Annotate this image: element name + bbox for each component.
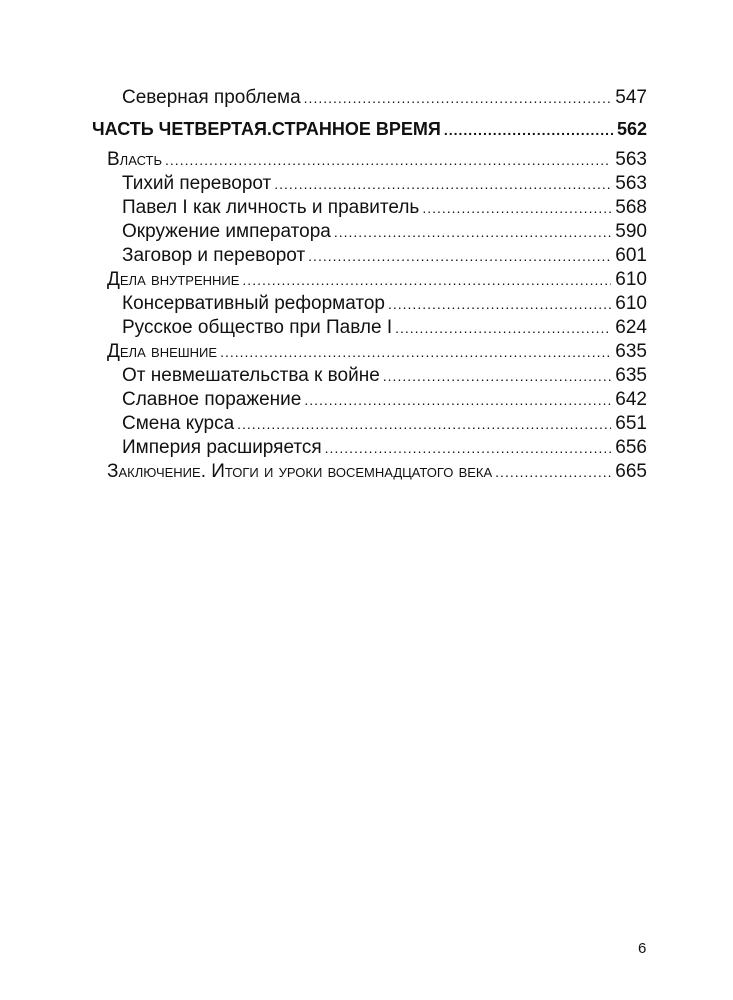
toc-entry[interactable] <box>0 388 733 412</box>
toc-entry[interactable] <box>0 364 733 388</box>
toc-entry-page: 568 <box>615 197 647 218</box>
dot-leader <box>334 220 611 244</box>
toc-entry-page: 563 <box>615 173 647 194</box>
toc-entry-title: Окружение императора <box>122 221 331 242</box>
toc-entry-title: Славное поражение <box>122 389 302 410</box>
toc-entry-title: Заключение. Итоги и уроки восемнадцатого века <box>107 461 493 482</box>
dot-leader <box>242 268 611 292</box>
toc-entry-title: Заговор и переворот <box>122 245 306 266</box>
toc-entry-page: 610 <box>615 293 647 314</box>
toc-entry-title: Власть <box>107 149 163 170</box>
toc-section[interactable] <box>0 460 733 484</box>
toc-entry-title: Северная проблема <box>122 87 301 108</box>
dot-leader <box>274 172 611 196</box>
dot-leader <box>422 196 611 220</box>
dot-leader <box>388 292 611 316</box>
toc-entry-page: 665 <box>615 461 647 482</box>
toc-entry[interactable] <box>0 86 733 110</box>
dot-leader <box>495 460 611 484</box>
dot-leader <box>308 244 611 268</box>
dot-leader <box>444 113 613 147</box>
toc-entry[interactable] <box>0 412 733 436</box>
dot-leader <box>325 436 612 460</box>
toc-entry-title: Павел I как личность и правитель <box>122 197 420 218</box>
toc-entry[interactable] <box>0 436 733 460</box>
toc-entry-title: Дела внутренние <box>107 269 240 290</box>
dot-leader <box>383 364 612 388</box>
toc-entry[interactable] <box>0 196 733 220</box>
table-of-contents <box>0 86 733 484</box>
toc-entry[interactable] <box>0 244 733 268</box>
dot-leader <box>237 412 611 436</box>
toc-entry-page: 656 <box>615 437 647 458</box>
toc-section[interactable] <box>0 340 733 364</box>
toc-entry-page: 642 <box>615 389 647 410</box>
toc-entry-page: 601 <box>615 245 647 266</box>
toc-entry-title: ЧАСТЬ ЧЕТВЕРТАЯ.СТРАННОЕ ВРЕМЯ <box>92 119 441 139</box>
toc-entry-page: 635 <box>615 341 647 362</box>
toc-section[interactable] <box>0 268 733 292</box>
toc-entry-title: Тихий переворот <box>122 173 272 194</box>
toc-entry-page: 562 <box>616 119 647 139</box>
toc-entry-page: 590 <box>615 221 647 242</box>
toc-entry[interactable] <box>0 220 733 244</box>
toc-entry-page: 651 <box>615 413 647 434</box>
toc-entry[interactable] <box>0 292 733 316</box>
toc-entry[interactable] <box>0 172 733 196</box>
toc-entry-page: 624 <box>615 317 647 338</box>
dot-leader <box>304 388 611 412</box>
dot-leader <box>165 148 611 172</box>
dot-leader <box>395 316 611 340</box>
toc-entry-page: 547 <box>615 87 647 108</box>
toc-section[interactable] <box>0 148 733 172</box>
page-number: 6 <box>638 940 647 957</box>
toc-entry[interactable] <box>0 316 733 340</box>
toc-entry-title: Дела внешние <box>107 341 218 362</box>
toc-entry-title: Консервативный реформатор <box>122 293 385 314</box>
toc-entry-title: Смена курса <box>122 413 235 434</box>
toc-entry-title: От невмешательства к войне <box>122 365 380 386</box>
dot-leader <box>220 340 611 364</box>
toc-entry-title: Русское общество при Павле I <box>122 317 393 338</box>
toc-entry-title: Империя расширяется <box>122 437 322 458</box>
toc-entry-page: 635 <box>615 365 647 386</box>
toc-entry-page: 610 <box>615 269 647 290</box>
toc-entry-page: 563 <box>615 149 647 170</box>
dot-leader <box>304 86 612 110</box>
toc-part-heading[interactable] <box>0 112 733 146</box>
